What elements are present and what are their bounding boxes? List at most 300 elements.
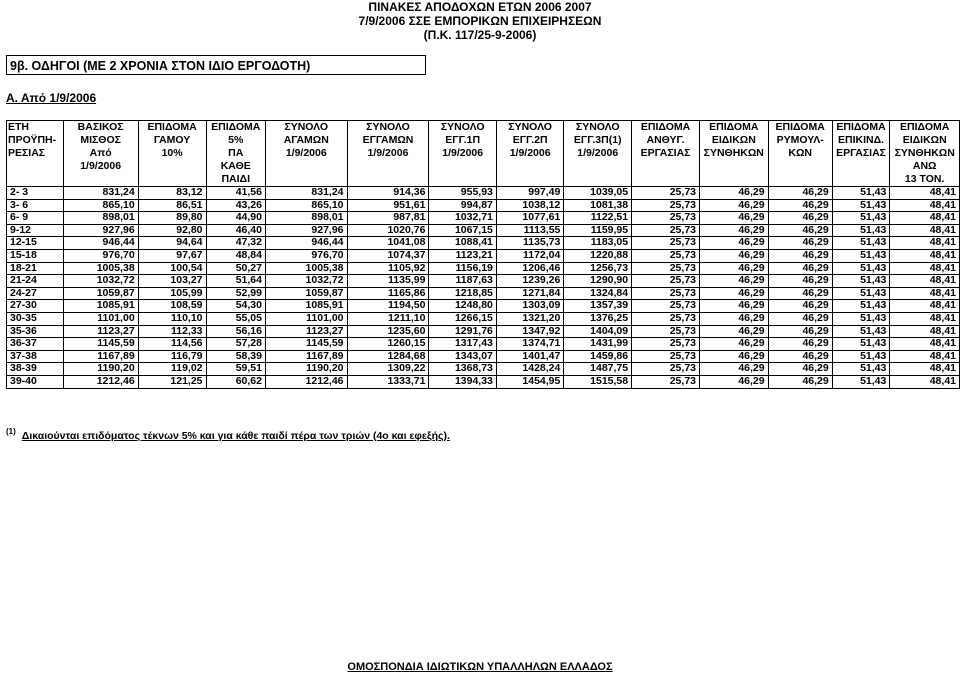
amount-cell: 51,43 (832, 262, 890, 275)
amount-cell: 1105,92 (347, 262, 429, 275)
amount-cell: 1145,59 (265, 338, 347, 351)
column-header-line: ΕΠΙΚΙΝΔ. (832, 134, 890, 147)
amount-cell: 46,29 (768, 187, 832, 200)
amount-cell: 1005,38 (63, 262, 138, 275)
years-cell: 9-12 (7, 224, 64, 237)
amount-cell: 46,29 (768, 249, 832, 262)
column-header-line (832, 173, 890, 187)
table-row (7, 325, 960, 338)
amount-cell: 46,29 (700, 187, 769, 200)
amount-cell: 25,73 (632, 338, 700, 351)
amount-cell: 1038,12 (496, 199, 563, 212)
amount-cell: 48,41 (890, 275, 960, 288)
amount-cell: 48,41 (890, 338, 960, 351)
years-cell: 30-35 (7, 312, 64, 325)
amount-cell: 1123,21 (429, 249, 496, 262)
column-header-line (429, 160, 496, 173)
amount-cell: 48,41 (890, 350, 960, 363)
amount-cell: 1357,39 (564, 300, 632, 313)
amount-cell: 1135,99 (347, 275, 429, 288)
column-header-line: 1/9/2006 (429, 147, 496, 160)
column-header-line (564, 173, 632, 187)
document-title-line-2: 7/9/2006 ΣΣΕ ΕΜΠΟΡΙΚΩΝ ΕΠΙΧΕΙΡΗΣΕΩΝ (358, 14, 602, 28)
amount-cell: 25,73 (632, 199, 700, 212)
amount-cell: 1404,09 (564, 325, 632, 338)
salary-table (6, 120, 960, 389)
table-row (7, 312, 960, 325)
column-header-line: ΕΠΙΔΟΜΑ (632, 121, 700, 135)
amount-cell: 898,01 (63, 212, 138, 225)
column-header-line: ΕΠΙΔΟΜΑ (890, 121, 960, 135)
amount-cell: 119,02 (138, 363, 206, 376)
column-header-line (496, 160, 563, 173)
column-header-line: 1/9/2006 (265, 147, 347, 160)
table-row (7, 199, 960, 212)
column-header-line: ΕΠΙΔΟΜΑ (206, 121, 265, 135)
table-row (7, 338, 960, 351)
amount-cell: 46,29 (700, 262, 769, 275)
table-row (7, 363, 960, 376)
column-header-line (632, 160, 700, 173)
amount-cell: 1194,50 (347, 300, 429, 313)
column-header-line (138, 160, 206, 173)
amount-cell: 25,73 (632, 375, 700, 388)
amount-cell: 50,27 (206, 262, 265, 275)
column-header-line (768, 160, 832, 173)
amount-cell: 1211,10 (347, 312, 429, 325)
amount-cell: 927,96 (265, 224, 347, 237)
amount-cell: 1088,41 (429, 237, 496, 250)
amount-cell: 51,43 (832, 187, 890, 200)
table-row (7, 237, 960, 250)
column-header-line: ΣΥΝΟΛΟ (347, 121, 429, 135)
amount-cell: 48,41 (890, 237, 960, 250)
column-header-line (768, 173, 832, 187)
amount-cell: 46,29 (768, 312, 832, 325)
column-header-line: ΕΠΙΔΟΜΑ (700, 121, 769, 135)
column-header-line (564, 160, 632, 173)
years-cell: 6- 9 (7, 212, 64, 225)
years-cell: 21-24 (7, 275, 64, 288)
amount-cell: 25,73 (632, 350, 700, 363)
column-header-line: ΕΠΙΔΟΜΑ (832, 121, 890, 135)
amount-cell: 51,43 (832, 275, 890, 288)
amount-cell: 46,29 (700, 237, 769, 250)
amount-cell: 1324,84 (564, 287, 632, 300)
amount-cell: 976,70 (63, 249, 138, 262)
amount-cell: 92,80 (138, 224, 206, 237)
amount-cell: 46,29 (768, 237, 832, 250)
amount-cell: 1190,20 (63, 363, 138, 376)
years-cell: 36-37 (7, 338, 64, 351)
amount-cell: 1122,51 (564, 212, 632, 225)
amount-cell: 1077,61 (496, 212, 563, 225)
amount-cell: 51,43 (832, 199, 890, 212)
column-header-line: ΕΠΙΔΟΜΑ (138, 121, 206, 135)
amount-cell: 987,81 (347, 212, 429, 225)
amount-cell: 1020,76 (347, 224, 429, 237)
amount-cell: 46,29 (768, 275, 832, 288)
amount-cell: 25,73 (632, 312, 700, 325)
amount-cell: 56,16 (206, 325, 265, 338)
amount-cell: 48,41 (890, 224, 960, 237)
amount-cell: 1454,95 (496, 375, 563, 388)
amount-cell: 60,62 (206, 375, 265, 388)
amount-cell: 83,12 (138, 187, 206, 200)
amount-cell: 48,41 (890, 312, 960, 325)
amount-cell: 48,41 (890, 262, 960, 275)
amount-cell: 1172,04 (496, 249, 563, 262)
amount-cell: 1085,91 (63, 300, 138, 313)
amount-cell: 51,43 (832, 249, 890, 262)
amount-cell: 58,39 (206, 350, 265, 363)
amount-cell: 46,29 (768, 212, 832, 225)
amount-cell: 110,10 (138, 312, 206, 325)
amount-cell: 46,29 (768, 375, 832, 388)
years-cell: 12-15 (7, 237, 64, 250)
amount-cell: 831,24 (265, 187, 347, 200)
amount-cell: 100,54 (138, 262, 206, 275)
table-row (7, 224, 960, 237)
amount-cell: 946,44 (265, 237, 347, 250)
column-header-line: ΕΡΓΑΣΙΑΣ (832, 147, 890, 160)
amount-cell: 1271,84 (496, 287, 563, 300)
column-header-line: ΓΑΜΟΥ (138, 134, 206, 147)
column-header-line: 1/9/2006 (496, 147, 563, 160)
amount-cell: 48,41 (890, 212, 960, 225)
amount-cell: 914,36 (347, 187, 429, 200)
amount-cell: 1291,76 (429, 325, 496, 338)
document-title-line-3: (Π.Κ. 117/25-9-2006) (423, 28, 537, 42)
amount-cell: 1190,20 (265, 363, 347, 376)
column-header-line (7, 173, 64, 187)
amount-cell: 51,64 (206, 275, 265, 288)
amount-cell: 46,29 (768, 287, 832, 300)
amount-cell: 997,49 (496, 187, 563, 200)
column-header-line: ΠΡΟΫΠΗ- (7, 134, 64, 147)
amount-cell: 1032,72 (265, 275, 347, 288)
amount-cell: 46,29 (768, 262, 832, 275)
column-header-line (7, 160, 64, 173)
amount-cell: 25,73 (632, 249, 700, 262)
amount-cell: 1220,88 (564, 249, 632, 262)
amount-cell: 25,73 (632, 287, 700, 300)
amount-cell: 1183,05 (564, 237, 632, 250)
amount-cell: 1206,46 (496, 262, 563, 275)
amount-cell: 1368,73 (429, 363, 496, 376)
years-cell: 35-36 (7, 325, 64, 338)
column-header-line: 13 ΤΟΝ. (890, 173, 960, 187)
amount-cell: 1284,68 (347, 350, 429, 363)
table-row (7, 287, 960, 300)
amount-cell: 46,29 (700, 363, 769, 376)
amount-cell: 1235,60 (347, 325, 429, 338)
column-header-line: ΣΥΝΘΗΚΩΝ (890, 147, 960, 160)
amount-cell: 51,43 (832, 350, 890, 363)
amount-cell: 955,93 (429, 187, 496, 200)
amount-cell: 46,29 (700, 212, 769, 225)
amount-cell: 1156,19 (429, 262, 496, 275)
amount-cell: 1347,92 (496, 325, 563, 338)
amount-cell: 103,27 (138, 275, 206, 288)
column-header-line (496, 173, 563, 187)
amount-cell: 1032,71 (429, 212, 496, 225)
amount-cell: 994,87 (429, 199, 496, 212)
amount-cell: 946,44 (63, 237, 138, 250)
amount-cell: 51,43 (832, 375, 890, 388)
column-header-line: ΠΑΙΔΙ (206, 173, 265, 187)
years-cell: 27-30 (7, 300, 64, 313)
table-row (7, 249, 960, 262)
amount-cell: 1005,38 (265, 262, 347, 275)
amount-cell: 1266,15 (429, 312, 496, 325)
amount-cell: 48,41 (890, 199, 960, 212)
amount-cell: 1041,08 (347, 237, 429, 250)
amount-cell: 1459,86 (564, 350, 632, 363)
amount-cell: 46,29 (700, 312, 769, 325)
subheading: Α. Από 1/9/2006 (6, 91, 97, 105)
section-title: 9β. ΟΔΗΓΟΙ (ΜΕ 2 ΧΡΟΝΙΑ ΣΤΟΝ ΙΔΙΟ ΕΡΓΟΔΟΤΗ) (6, 55, 426, 75)
amount-cell: 1212,46 (63, 375, 138, 388)
amount-cell: 25,73 (632, 224, 700, 237)
amount-cell: 43,26 (206, 199, 265, 212)
amount-cell: 1239,26 (496, 275, 563, 288)
amount-cell: 1081,38 (564, 199, 632, 212)
amount-cell: 865,10 (265, 199, 347, 212)
years-cell: 18-21 (7, 262, 64, 275)
amount-cell: 46,29 (700, 199, 769, 212)
column-header-line (347, 173, 429, 187)
amount-cell: 976,70 (265, 249, 347, 262)
amount-cell: 54,30 (206, 300, 265, 313)
amount-cell: 1159,95 (564, 224, 632, 237)
amount-cell: 1394,33 (429, 375, 496, 388)
column-header-line: ΕΙΔΙΚΩΝ (890, 134, 960, 147)
amount-cell: 1167,89 (265, 350, 347, 363)
amount-cell: 51,43 (832, 338, 890, 351)
amount-cell: 1317,43 (429, 338, 496, 351)
amount-cell: 59,51 (206, 363, 265, 376)
column-header-line: ΣΥΝΟΛΟ (265, 121, 347, 135)
column-header-line: ΣΥΝΘΗΚΩΝ (700, 147, 769, 160)
amount-cell: 52,99 (206, 287, 265, 300)
amount-cell: 1218,85 (429, 287, 496, 300)
column-header-line (265, 160, 347, 173)
column-header-line: ΑΝΘΥΓ. (632, 134, 700, 147)
amount-cell: 1515,58 (564, 375, 632, 388)
amount-cell: 86,51 (138, 199, 206, 212)
years-cell: 3- 6 (7, 199, 64, 212)
table-row (7, 262, 960, 275)
column-header-line: ΕΓΓ.1Π (429, 134, 496, 147)
amount-cell: 51,43 (832, 212, 890, 225)
amount-cell: 46,29 (768, 199, 832, 212)
amount-cell: 25,73 (632, 237, 700, 250)
amount-cell: 48,41 (890, 249, 960, 262)
amount-cell: 1059,87 (265, 287, 347, 300)
amount-cell: 1333,71 (347, 375, 429, 388)
column-header-line: ΣΥΝΟΛΟ (496, 121, 563, 135)
amount-cell: 48,41 (890, 363, 960, 376)
table-row (7, 350, 960, 363)
amount-cell: 1067,15 (429, 224, 496, 237)
amount-cell: 1431,99 (564, 338, 632, 351)
amount-cell: 46,29 (768, 300, 832, 313)
amount-cell: 51,43 (832, 224, 890, 237)
amount-cell: 46,29 (700, 275, 769, 288)
amount-cell: 46,29 (768, 338, 832, 351)
amount-cell: 25,73 (632, 275, 700, 288)
amount-cell: 1059,87 (63, 287, 138, 300)
column-header-line: ΕΤΗ (7, 121, 64, 135)
amount-cell: 1374,71 (496, 338, 563, 351)
amount-cell: 112,33 (138, 325, 206, 338)
table-row (7, 187, 960, 200)
amount-cell: 1487,75 (564, 363, 632, 376)
amount-cell: 46,29 (700, 287, 769, 300)
years-cell: 39-40 (7, 375, 64, 388)
column-header-line: ΚΩΝ (768, 147, 832, 160)
amount-cell: 25,73 (632, 187, 700, 200)
years-cell: 37-38 (7, 350, 64, 363)
column-header-line (63, 173, 138, 187)
column-header-line (700, 160, 769, 173)
amount-cell: 89,80 (138, 212, 206, 225)
footnote-marker: (1) (6, 427, 16, 436)
table-header (7, 121, 960, 187)
amount-cell: 25,73 (632, 363, 700, 376)
amount-cell: 46,29 (768, 325, 832, 338)
amount-cell: 105,99 (138, 287, 206, 300)
amount-cell: 46,29 (700, 338, 769, 351)
column-header-line: ΕΡΓΑΣΙΑΣ (632, 147, 700, 160)
column-header-line: ΑΝΩ (890, 160, 960, 173)
amount-cell: 1303,09 (496, 300, 563, 313)
amount-cell: 1428,24 (496, 363, 563, 376)
amount-cell: 1085,91 (265, 300, 347, 313)
column-header-line (429, 173, 496, 187)
years-cell: 38-39 (7, 363, 64, 376)
amount-cell: 121,25 (138, 375, 206, 388)
column-header-line: ΕΓΓ.3Π(1) (564, 134, 632, 147)
amount-cell: 41,56 (206, 187, 265, 200)
column-header-line (832, 160, 890, 173)
column-header-line (265, 173, 347, 187)
amount-cell: 25,73 (632, 262, 700, 275)
amount-cell: 1401,47 (496, 350, 563, 363)
column-header-line (700, 173, 769, 187)
column-header-line: ΒΑΣΙΚΟΣ (63, 121, 138, 135)
table-body (7, 187, 960, 389)
amount-cell: 48,41 (890, 375, 960, 388)
column-header-line: ΡΥΜΟΥΛ- (768, 134, 832, 147)
amount-cell: 44,90 (206, 212, 265, 225)
table-row (7, 300, 960, 313)
column-header-line: 5% (206, 134, 265, 147)
amount-cell: 46,29 (700, 375, 769, 388)
amount-cell: 1101,00 (265, 312, 347, 325)
amount-cell: 898,01 (265, 212, 347, 225)
amount-cell: 46,29 (768, 363, 832, 376)
column-header-line: ΕΠΙΔΟΜΑ (768, 121, 832, 135)
amount-cell: 1032,72 (63, 275, 138, 288)
column-header-line: ΕΓΓ.2Π (496, 134, 563, 147)
table-row (7, 275, 960, 288)
amount-cell: 51,43 (832, 325, 890, 338)
amount-cell: 1123,27 (265, 325, 347, 338)
amount-cell: 1290,90 (564, 275, 632, 288)
amount-cell: 25,73 (632, 325, 700, 338)
amount-cell: 1165,86 (347, 287, 429, 300)
amount-cell: 1212,46 (265, 375, 347, 388)
amount-cell: 46,29 (768, 350, 832, 363)
column-header-line: 1/9/2006 (564, 147, 632, 160)
amount-cell: 25,73 (632, 212, 700, 225)
years-cell: 24-27 (7, 287, 64, 300)
table-row (7, 375, 960, 388)
amount-cell: 57,28 (206, 338, 265, 351)
amount-cell: 1256,73 (564, 262, 632, 275)
column-header-line: ΚΑΘΕ (206, 160, 265, 173)
column-header-line: ΣΥΝΟΛΟ (564, 121, 632, 135)
amount-cell: 51,43 (832, 363, 890, 376)
amount-cell: 951,61 (347, 199, 429, 212)
amount-cell: 51,43 (832, 287, 890, 300)
amount-cell: 46,29 (700, 300, 769, 313)
years-cell: 2- 3 (7, 187, 64, 200)
amount-cell: 47,32 (206, 237, 265, 250)
amount-cell: 46,29 (700, 350, 769, 363)
amount-cell: 46,29 (700, 224, 769, 237)
amount-cell: 1167,89 (63, 350, 138, 363)
amount-cell: 116,79 (138, 350, 206, 363)
years-cell: 15-18 (7, 249, 64, 262)
column-header-line (347, 160, 429, 173)
footer-organization: ΟΜΟΣΠΟΝΔΙΑ ΙΔΙΩΤΙΚΩΝ ΥΠΑΛΛΗΛΩΝ ΕΛΛΑΔΟΣ (347, 661, 613, 673)
column-header-line: ΡΕΣΙΑΣ (7, 147, 64, 160)
amount-cell: 1248,80 (429, 300, 496, 313)
column-header-line: ΕΙΔΙΚΩΝ (700, 134, 769, 147)
amount-cell: 1101,00 (63, 312, 138, 325)
column-header-line: 1/9/2006 (63, 160, 138, 173)
footnote-text: Δικαιούνται επιδόματος τέκνων 5% και για κάθε παιδί πέρα των τριών (4ο και εφεξής). (21, 429, 450, 442)
column-header-line: Από (63, 147, 138, 160)
amount-cell: 46,29 (768, 224, 832, 237)
amount-cell: 1309,22 (347, 363, 429, 376)
amount-cell: 46,29 (700, 325, 769, 338)
amount-cell: 51,43 (832, 312, 890, 325)
amount-cell: 865,10 (63, 199, 138, 212)
amount-cell: 94,64 (138, 237, 206, 250)
amount-cell: 48,84 (206, 249, 265, 262)
amount-cell: 48,41 (890, 325, 960, 338)
amount-cell: 1343,07 (429, 350, 496, 363)
amount-cell: 1376,25 (564, 312, 632, 325)
amount-cell: 108,59 (138, 300, 206, 313)
amount-cell: 51,43 (832, 300, 890, 313)
amount-cell: 48,41 (890, 187, 960, 200)
amount-cell: 1039,05 (564, 187, 632, 200)
amount-cell: 1113,55 (496, 224, 563, 237)
footnote (6, 427, 450, 442)
amount-cell: 55,05 (206, 312, 265, 325)
amount-cell: 1187,63 (429, 275, 496, 288)
amount-cell: 1321,20 (496, 312, 563, 325)
amount-cell: 1260,15 (347, 338, 429, 351)
amount-cell: 97,67 (138, 249, 206, 262)
column-header-line (632, 173, 700, 187)
amount-cell: 1135,73 (496, 237, 563, 250)
